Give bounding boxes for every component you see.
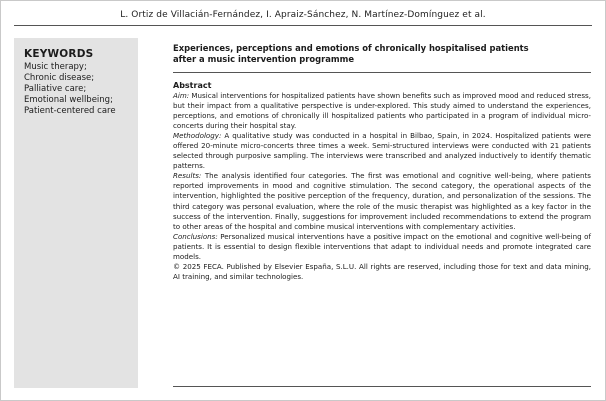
abstract-methodology xyxy=(173,131,591,171)
abstract-heading: Abstract xyxy=(173,81,212,90)
conclusions-text: Personalized musical interventions have a positive impact on the emotional and cognitive well-being of patients. It is essential to design flexible interventions that adapt to individual needs and promote integrated care models. xyxy=(173,231,591,261)
abstract-results xyxy=(173,171,591,231)
keyword-item: Music therapy; xyxy=(24,62,87,72)
methodology-label: Methodology: xyxy=(173,131,222,141)
abstract-divider xyxy=(173,72,591,73)
keywords-panel xyxy=(14,38,138,388)
article-title-line-1: Experiences, perceptions and emotions of chronically hospitalised patients xyxy=(173,43,529,53)
results-text: The analysis identified four categories. The first was emotional and cognitive well-being, where patients reported improvements in mood and cognitive stimulation. The second category, the operational aspects of the intervention, highlighted the positive perception of the frequency, duration, and personalization of the sessions. The third category was personal evaluation, where the role of the music therapist was highlighted as a key factor in the success of the intervention. Finally, suggestions for improvement included recommendations to extend the program to other areas of the hospital and combine musical interventions with complementary activities. xyxy=(173,171,591,231)
keyword-item: Emotional wellbeing; xyxy=(24,95,113,105)
abstract-aim xyxy=(173,91,591,131)
results-label: Results: xyxy=(173,171,202,181)
conclusions-label: Conclusions: xyxy=(173,231,218,241)
methodology-text: A qualitative study was conducted in a hospital in Bilbao, Spain, in 2024. Hospitalized patients were offered 20-minute micro-concerts three times a week. Semi-structured interviews were conducted with 21 patients selected through purposive sampling. The interviews were transcribed and analyzed inductively to identify thematic patterns. xyxy=(173,131,591,171)
keywords-heading: KEYWORDS xyxy=(24,48,94,60)
abstract-body xyxy=(173,91,591,282)
article-main xyxy=(173,43,591,282)
article-title xyxy=(173,43,591,65)
copyright-notice: © 2025 FECA. Published by Elsevier España, S.L.U. All rights are reserved, including those for text and data mining, AI training, and similar technologies. xyxy=(173,261,591,281)
bottom-divider xyxy=(173,386,591,387)
keyword-item: Chronic disease; xyxy=(24,73,95,83)
running-head: L. Ortiz de Villacián-Fernández, I. Apraiz-Sánchez, N. Martínez-Domínguez et al. xyxy=(120,10,486,20)
header-divider xyxy=(14,25,592,26)
keyword-item: Palliative care; xyxy=(24,84,87,94)
aim-label: Aim: xyxy=(173,91,190,100)
aim-text: Musical interventions for hospitalized patients have shown benefits such as improved mood and reduced stress, but their impact from a qualitative perspective is under-explored. This study aimed to understand the experiences, perceptions, and emotions of chronically ill hospitalized patients who participated in a program of individual micro-concerts during their hospital stay. xyxy=(173,91,591,131)
keyword-item: Patient-centered care xyxy=(24,106,116,116)
article-title-line-2: after a music intervention programme xyxy=(173,54,355,64)
keywords-list xyxy=(24,62,116,117)
abstract-conclusions xyxy=(173,232,591,262)
